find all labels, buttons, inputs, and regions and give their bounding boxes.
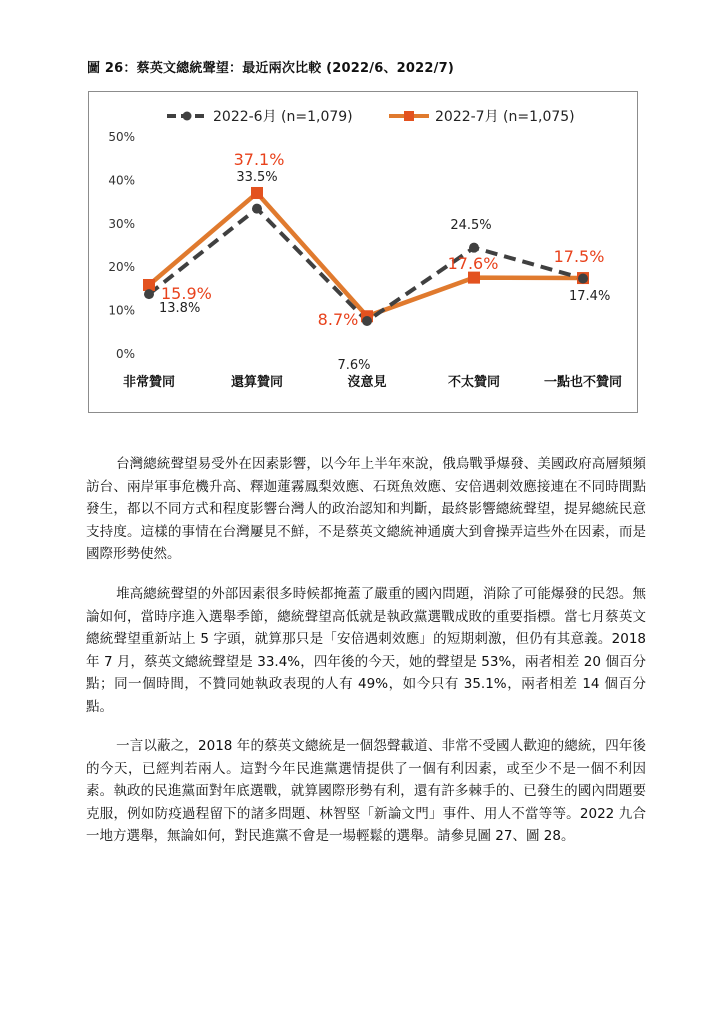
data-point-july <box>468 272 480 284</box>
series-line-july <box>149 193 583 316</box>
y-tick-label: 50% <box>108 130 135 144</box>
paragraph-2 <box>86 583 646 718</box>
data-label-june: 7.6% <box>337 358 371 373</box>
legend-label-july: 2022-7月 (n=1,075) <box>435 109 575 125</box>
data-label-june: 17.4% <box>569 289 611 304</box>
legend-marker-june <box>183 112 192 121</box>
data-label-july: 8.7% <box>317 310 359 329</box>
data-point-june <box>578 273 588 283</box>
paragraph-1-text: 台灣總統聲望易受外在因素影響，以今年上半年來說，俄烏戰爭爆發、美國政府高層頻頻訪台、兩岸軍事危機升高、釋迦蓮霧鳳梨效應、石斑魚效應、安倍遇刺效應接連在不同時間點發生，都以不同方式和程度影響台灣人的政治認知和判斷，最終影響總統聲望，提昇總統民意支持度。這樣的事情在台灣屢見不鮮，不是蔡英文總統神通廣大到會操弄這些外在因素，而是國際形勢使然。 <box>86 456 646 562</box>
data-label-july: 37.1% <box>233 150 285 169</box>
data-point-june <box>144 289 154 299</box>
paragraph-2-text: 堆高總統聲望的外部因素很多時候都掩蓋了嚴重的國內問題，消除了可能爆發的民怨。無論如何，當時序進入選舉季節，總統聲望高低就是執政黨選戰成敗的重要指標。當七月蔡英文總統聲望重新站上 5 字頭，就算那只是「安倍遇刺效應」的短期刺激，但仍有其意義。2018 年 7 月，蔡英文總統聲望是 33.4%，四年後的今天，她的聲望是 53%，兩者相差 20 個百分點；同一個時間，不贊同她執政表現的人有 49%，如今只有 35.1%，兩者相差 14 個百分點。 <box>86 586 646 715</box>
data-label-june: 13.8% <box>159 301 201 316</box>
data-point-july <box>251 187 263 199</box>
paragraph-1 <box>86 453 646 566</box>
series-line-june <box>149 209 583 321</box>
y-tick-label: 40% <box>108 173 135 188</box>
y-tick-label: 10% <box>108 303 135 318</box>
x-category-label: 沒意見 <box>347 375 387 390</box>
legend-label-june: 2022-6月 (n=1,079) <box>213 109 353 125</box>
x-category-label: 非常贊同 <box>122 375 176 390</box>
data-label-june: 24.5% <box>450 218 492 233</box>
line-chart <box>89 92 637 412</box>
x-category-label: 還算贊同 <box>230 375 284 390</box>
figure-title: 圖 26：蔡英文總統聲望：最近兩次比較 (2022/6、2022/7) <box>87 61 454 76</box>
paragraph-3-text: 一言以蔽之，2018 年的蔡英文總統是一個怨聲載道、非常不受國人歡迎的總統，四年後的今天，已經判若兩人。這對今年民進黨選情提供了一個有利因素，或至少不是一個不利因素。執政的民進黨面對年底選戰，就算國際形勢有利，還有許多棘手的、已發生的國內問題要克服，例如防疫過程留下的諸多問題、林智堅「新論文門」事件、用人不當等等。2022 九合一地方選舉，無論如何，對民進黨不會是一場輕鬆的選舉。請參見圖 27、圖 28。 <box>86 738 646 844</box>
data-label-july: 17.6% <box>447 254 499 273</box>
data-point-june <box>362 316 372 326</box>
y-tick-label: 0% <box>115 347 135 361</box>
x-category-label: 不太贊同 <box>447 375 501 390</box>
y-tick-label: 30% <box>108 216 135 231</box>
data-label-july: 17.5% <box>553 247 605 266</box>
y-tick-label: 20% <box>108 260 135 275</box>
x-category-label: 一點也不贊同 <box>543 375 623 390</box>
paragraph-3 <box>86 735 646 848</box>
data-point-june <box>252 204 262 214</box>
chart-frame <box>88 91 638 413</box>
data-point-june <box>469 243 479 253</box>
data-label-july: 15.9% <box>161 284 212 303</box>
data-label-june: 33.5% <box>236 170 278 185</box>
legend-marker-july <box>404 111 414 121</box>
